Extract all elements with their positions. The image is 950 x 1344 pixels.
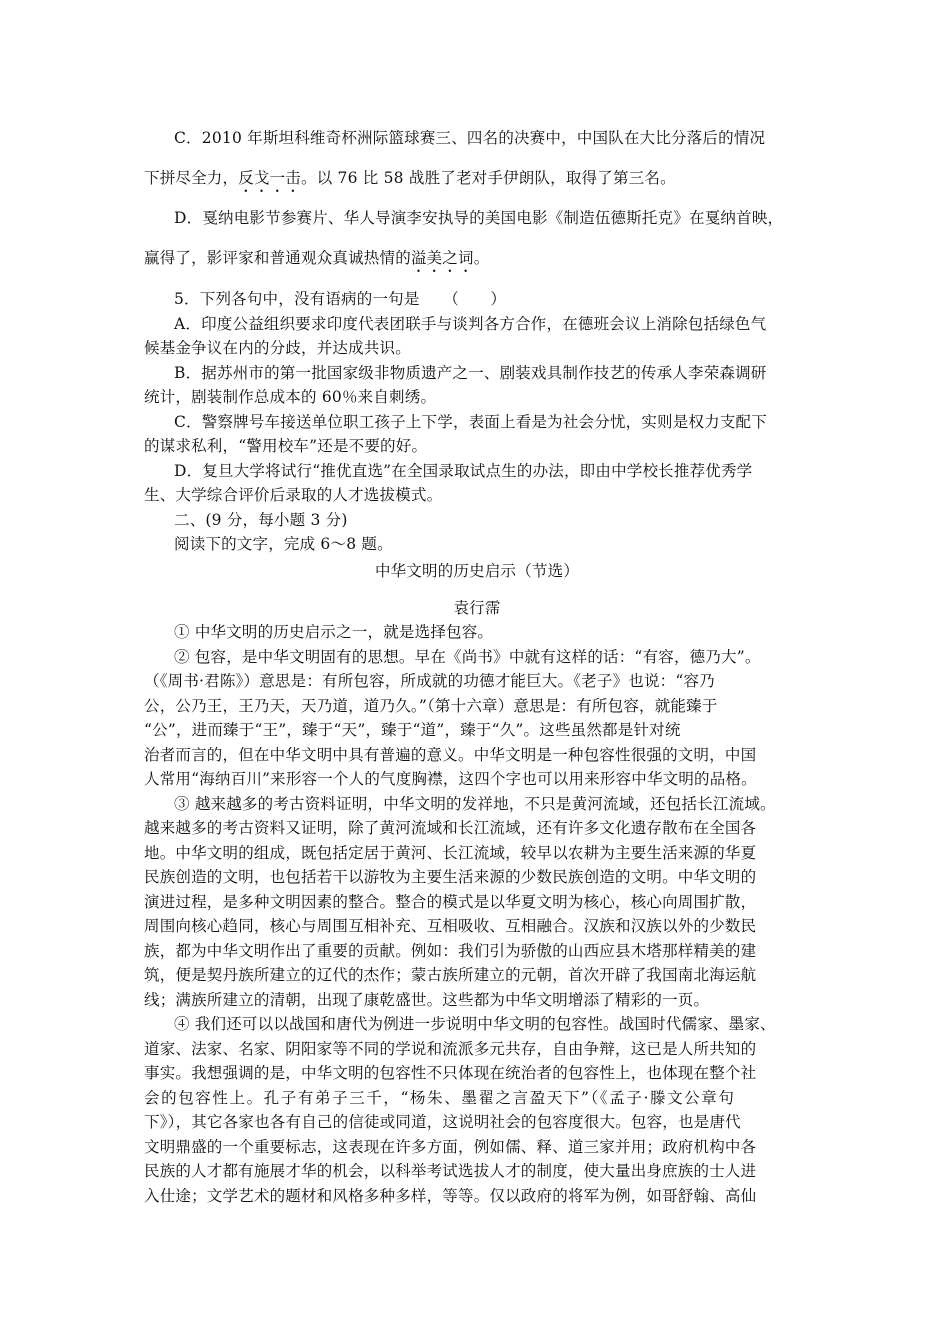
passage-line: 人常用“海纳百川”来形容一个人的气度胸襟，这四个字也可以用来形容中华文明的品格。 bbox=[144, 770, 757, 788]
q4-option-c-text-post: 。以 76 比 58 战胜了老对手伊朗队，取得了第三名。 bbox=[301, 169, 676, 187]
q4-option-d-emphasis: 溢美之词 bbox=[410, 249, 474, 267]
q4-option-d-text-pre: 赢得了，影评家和普通观众真诚热情的 bbox=[144, 249, 411, 267]
passage-line: ② 包容，是中华文明固有的思想。早在《尚书》中就有这样的话：“有容，德乃大”。 bbox=[174, 648, 761, 666]
q5-option-b-line1: B．据苏州市的第一批国家级非物质遗产之一、剧装戏具制作技艺的传承人李荣森调研 bbox=[174, 364, 767, 382]
passage-line: （《周书·君陈》）意思是：有所包容，所成就的功德才能巨大。《老子》也说：“容乃 bbox=[144, 672, 715, 690]
passage-line: 民族创造的文明，也包括若干以游牧为主要生活来源的少数民族创造的文明。中华文明的 bbox=[144, 868, 757, 886]
q4-option-c-line1: C．2010 年斯坦科维奇杯洲际篮球赛三、四名的决赛中，中国队在大比分落后的情况 bbox=[174, 129, 766, 147]
passage-line: 事实。我想强调的是，中华文明的包容性不只体现在统治者的包容性上，也体现在整个社 bbox=[144, 1064, 757, 1082]
passage-line: 民族的人才都有施展才华的机会，以科举考试选拔人才的制度，使大量出身庶族的士人进 bbox=[144, 1162, 757, 1180]
passage-line: 周围向核心趋同，核心与周围互相补充、互相吸收、互相融合。汉族和汉族以外的少数民 bbox=[144, 917, 757, 935]
passage-line: 线；满族所建立的清朝，出现了康乾盛世。这些都为中华文明增添了精彩的一页。 bbox=[144, 991, 710, 1009]
passage-line: “公”，进而臻于“王”，臻于“天”，臻于“道”，臻于“久”。这些虽然都是针对统 bbox=[144, 721, 681, 739]
q4-option-d-line1: D．戛纳电影节参赛片、华人导演李安执导的美国电影《制造伍德斯托克》在戛纳首映， bbox=[174, 209, 784, 227]
q5-option-b-line2: 统计，剧装制作总成本的 60％来自刺绣。 bbox=[144, 388, 437, 406]
q4-option-d-text-post: 。 bbox=[473, 249, 490, 267]
section-heading: 二、(9 分，每小题 3 分) bbox=[174, 511, 348, 529]
passage-line: 筑，便是契丹族所建立的辽代的杰作；蒙古族所建立的元朝，首次开辟了我国南北海运航 bbox=[144, 966, 757, 984]
q5-option-a-line2: 候基金争议在内的分歧，并达成共识。 bbox=[144, 339, 411, 357]
q5-option-d-line2: 生、大学综合评价后录取的人才选拔模式。 bbox=[144, 486, 443, 504]
q5-option-a-line1: A．印度公益组织要求印度代表团联手与谈判各方合作，在德班会议上消除包括绿色气 bbox=[174, 315, 767, 333]
passage-line: 族，都为中华文明作出了重要的贡献。例如：我们引为骄傲的山西应县木塔那样精美的建 bbox=[144, 942, 757, 960]
q4-option-c-emphasis: 反戈一击 bbox=[238, 169, 302, 187]
passage-line: ① 中华文明的历史启示之一，就是选择包容。 bbox=[174, 623, 494, 641]
passage-line: 道家、法家、名家、阴阳家等不同的学说和流派多元共存，自由争辩，这已是人所共知的 bbox=[144, 1040, 757, 1058]
passage-line: 入仕途；文学艺术的题材和风格多种多样，等等。仅以政府的将军为例，如哥舒翰、高仙 bbox=[144, 1187, 757, 1205]
section-instruction: 阅读下的文字，完成 6～8 题。 bbox=[174, 535, 393, 553]
passage-line: 地。中华文明的组成，既包括定居于黄河、长江流域，较早以农耕为主要生活来源的华夏 bbox=[144, 844, 757, 862]
passage-line: 文明鼎盛的一个重要标志，这表现在许多方面，例如儒、释、道三家并用；政府机构中各 bbox=[144, 1138, 757, 1156]
q4-option-c-text-pre: 下拼尽全力， bbox=[144, 169, 239, 187]
passage-line: 会的包容性上。孔子有弟子三千，“杨朱、墨翟之言盈天下”（《孟子·滕文公章句 bbox=[144, 1089, 736, 1107]
passage-line: 越来越多的考古资料又证明，除了黄河流域和长江流域，还有许多文化遗存散布在全国各 bbox=[144, 819, 757, 837]
q4-option-c-line2 bbox=[144, 168, 810, 196]
passage-line: 公，公乃王，王乃天，天乃道，道乃久。”（第十六章）意思是：有所包容，就能臻于 bbox=[144, 697, 718, 715]
passage-author: 袁行霈 bbox=[453, 599, 501, 617]
q5-option-d-line1: D．复旦大学将试行“推优直选”在全国录取试点生的办法，即由中学校长推荐优秀学 bbox=[174, 462, 753, 480]
passage-title: 中华文明的历史启示（节选） bbox=[374, 562, 580, 580]
q5-option-c-line2: 的谋求私利，“警用校车”还是不要的好。 bbox=[144, 437, 428, 455]
passage-line: ③ 越来越多的考古资料证明，中华文明的发祥地，不只是黄河流域，还包括长江流域。 bbox=[174, 795, 776, 813]
passage-line: 治者而言的，但在中华文明中具有普遍的意义。中华文明是一种包容性很强的文明，中国 bbox=[144, 746, 757, 764]
passage-line: 演进过程，是多种文明因素的整合。整合的模式是以华夏文明为核心，核心向周围扩散， bbox=[144, 893, 757, 911]
q4-option-d-line2 bbox=[144, 248, 810, 276]
passage-line: 下》），其它各家也各有自己的信徒或同道，这说明社会的包容度很大。包容，也是唐代 bbox=[144, 1113, 741, 1131]
q5-stem: 5．下列各句中，没有语病的一句是 （ ） bbox=[174, 290, 507, 308]
q5-option-c-line1: C．警察牌号车接送单位职工孩子上下学，表面上看是为社会分忧，实则是权力支配下 bbox=[174, 413, 767, 431]
passage-line: ④ 我们还可以以战国和唐代为例进一步说明中华文明的包容性。战国时代儒家、墨家、 bbox=[174, 1015, 776, 1033]
